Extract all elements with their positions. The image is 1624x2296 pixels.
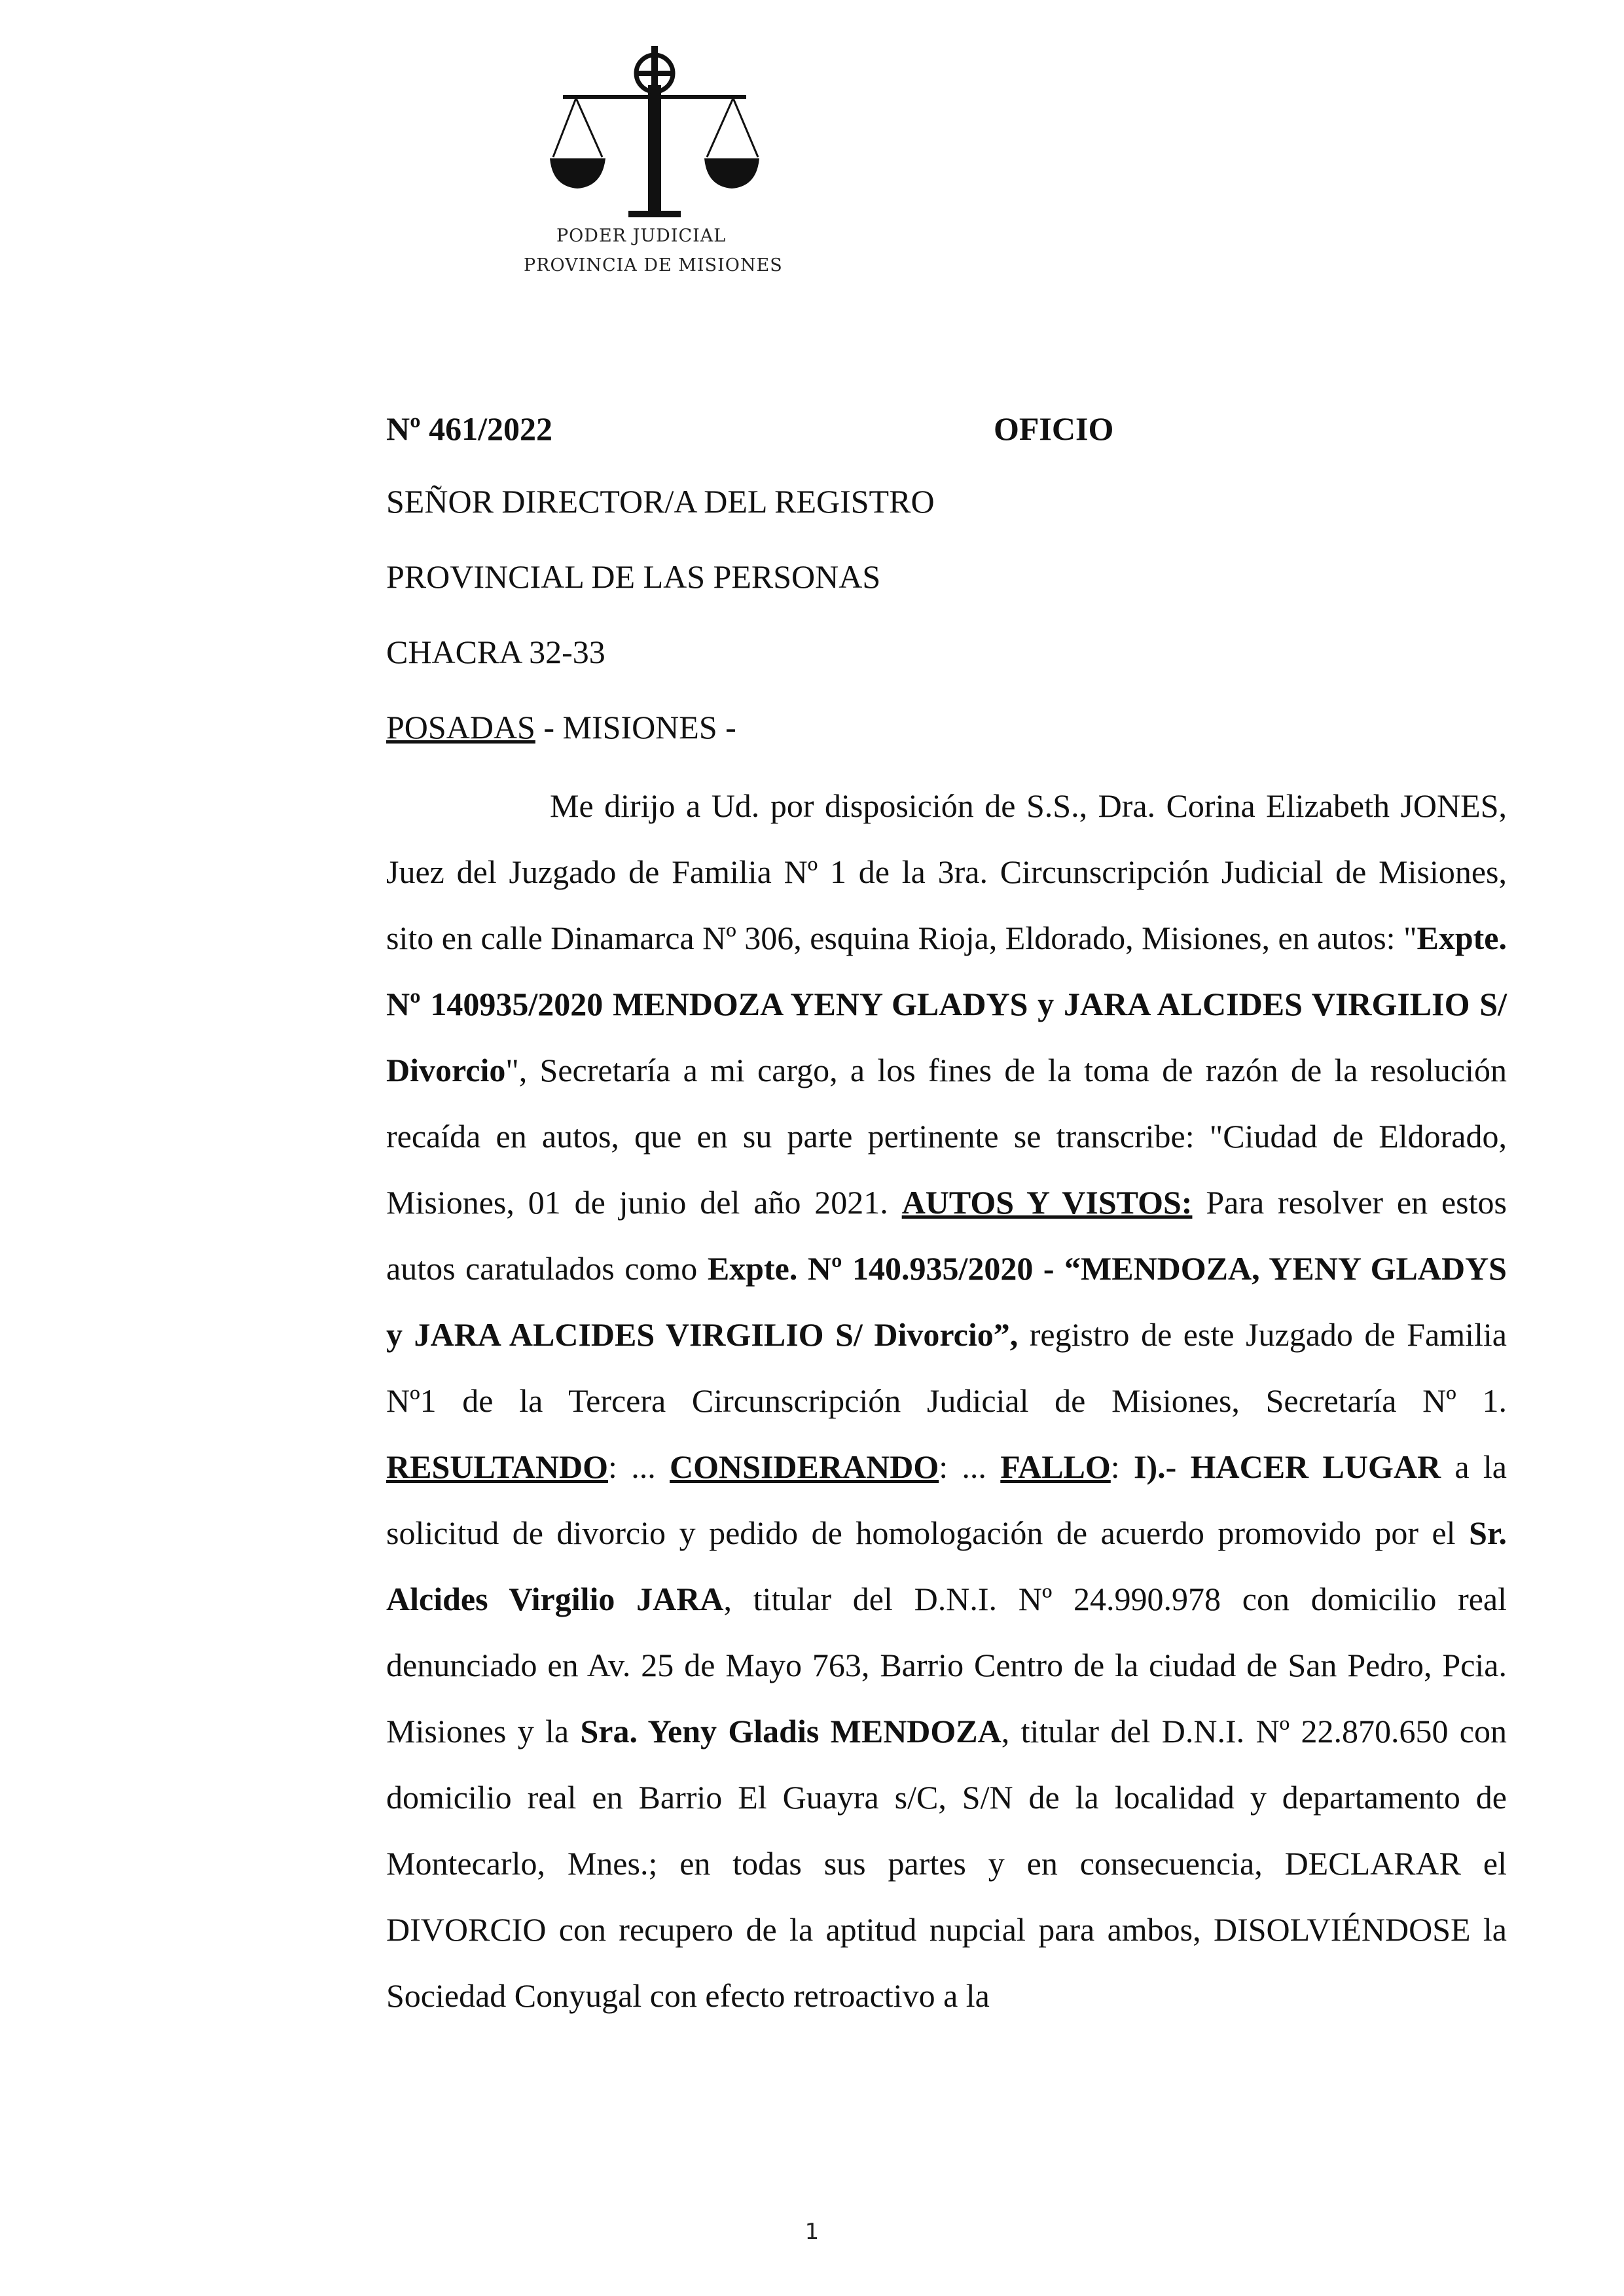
resultando-heading: RESULTANDO [386, 1448, 608, 1485]
case-reference: Expte. Nº 140935/2020 MENDOZA YENY GLADYS y JARA ALCIDES VIRGILIO S/ Divorcio [386, 920, 1507, 1088]
document-number: Nº 461/2022 [386, 410, 553, 447]
document-header [386, 396, 1507, 464]
addressee-line-2: PROVINCIAL DE LAS PERSONAS [386, 558, 881, 595]
addressee-line-3: CHACRA 32-33 [386, 634, 605, 670]
body-text: : [1110, 1448, 1134, 1485]
page-number: 1 [804, 2219, 820, 2245]
body-text: Para resolver en estos autos caratulados como [386, 1184, 1507, 1287]
body-text: registro de este Juzgado de Familia Nº1 de la Tercera Circunscripción Judicial de Misiones, Secretaría Nº 1. [386, 1316, 1507, 1419]
body-text: Me dirijo a Ud. por disposición de S.S., Dra. Corina Elizabeth JONES, Juez del Juzgado de Familia Nº 1 de la 3ra. Circunscripción Judicial de Misiones, sito en calle Dinamarca Nº 306, esquina Rioja, Eldorado, Misiones, en autos: " [386, 787, 1507, 956]
addressee-province: - MISIONES - [535, 709, 736, 745]
addressee-line-1: SEÑOR DIRECTOR/A DEL REGISTRO [386, 483, 935, 520]
ruling-heading: I).- HACER LUGAR [1134, 1448, 1441, 1485]
body-text: , titular del D.N.I. Nº 22.870.650 con domicilio real en Barrio El Guayra s/C, S/N de la localidad y departamento de Montecarlo, Mnes.; en todas sus partes y en consecuencia, DECLARAR el DIVORCIO con recupero de la aptitud nupcial para ambos, DISOLVIÉNDOSE la Sociedad Conyugal con efecto retroactivo a la [386, 1713, 1507, 2014]
letterhead-line-1: PODER JUDICIAL [556, 226, 727, 246]
body-text: : ... [939, 1448, 1001, 1485]
document-title: OFICIO [994, 410, 1114, 447]
party-name-1: Sr. Alcides Virgilio JARA [386, 1515, 1507, 1617]
letter-body [386, 396, 1507, 2062]
body-text: : ... [608, 1448, 670, 1485]
fallo-heading: FALLO [1000, 1448, 1111, 1485]
case-title: Expte. Nº 140.935/2020 - “MENDOZA, YENY GLADYS y JARA ALCIDES VIRGILIO S/ Divorcio”, [386, 1250, 1507, 1353]
autos-y-vistos-heading: AUTOS Y VISTOS: [901, 1184, 1193, 1221]
body-text: , titular del D.N.I. Nº 24.990.978 con domicilio real denunciado en Av. 25 de Mayo 763, Barrio Centro de la ciudad de San Pedro, Pcia. Misiones y la [386, 1581, 1507, 1749]
addressee-city: POSADAS [386, 709, 535, 745]
considerando-heading: CONSIDERANDO [670, 1448, 939, 1485]
body-text: ", Secretaría a mi cargo, a los fines de la toma de razón de la resolución recaída en autos, que en su parte pertinente se transcribe: "Ciudad de Eldorado, Misiones, 01 de junio del año 2021. [386, 1052, 1507, 1221]
letterhead-line-2: PROVINCIA DE MISIONES [524, 255, 783, 276]
body-text: a la solicitud de divorcio y pedido de homologación de acuerdo promovido por el [386, 1448, 1507, 1551]
body-paragraph [386, 773, 1507, 2029]
letterhead [511, 39, 799, 288]
addressee-city-line [386, 690, 1507, 765]
party-name-2: Sra. Yeny Gladis MENDOZA [580, 1713, 1001, 1749]
scales-of-justice-icon [550, 39, 759, 236]
